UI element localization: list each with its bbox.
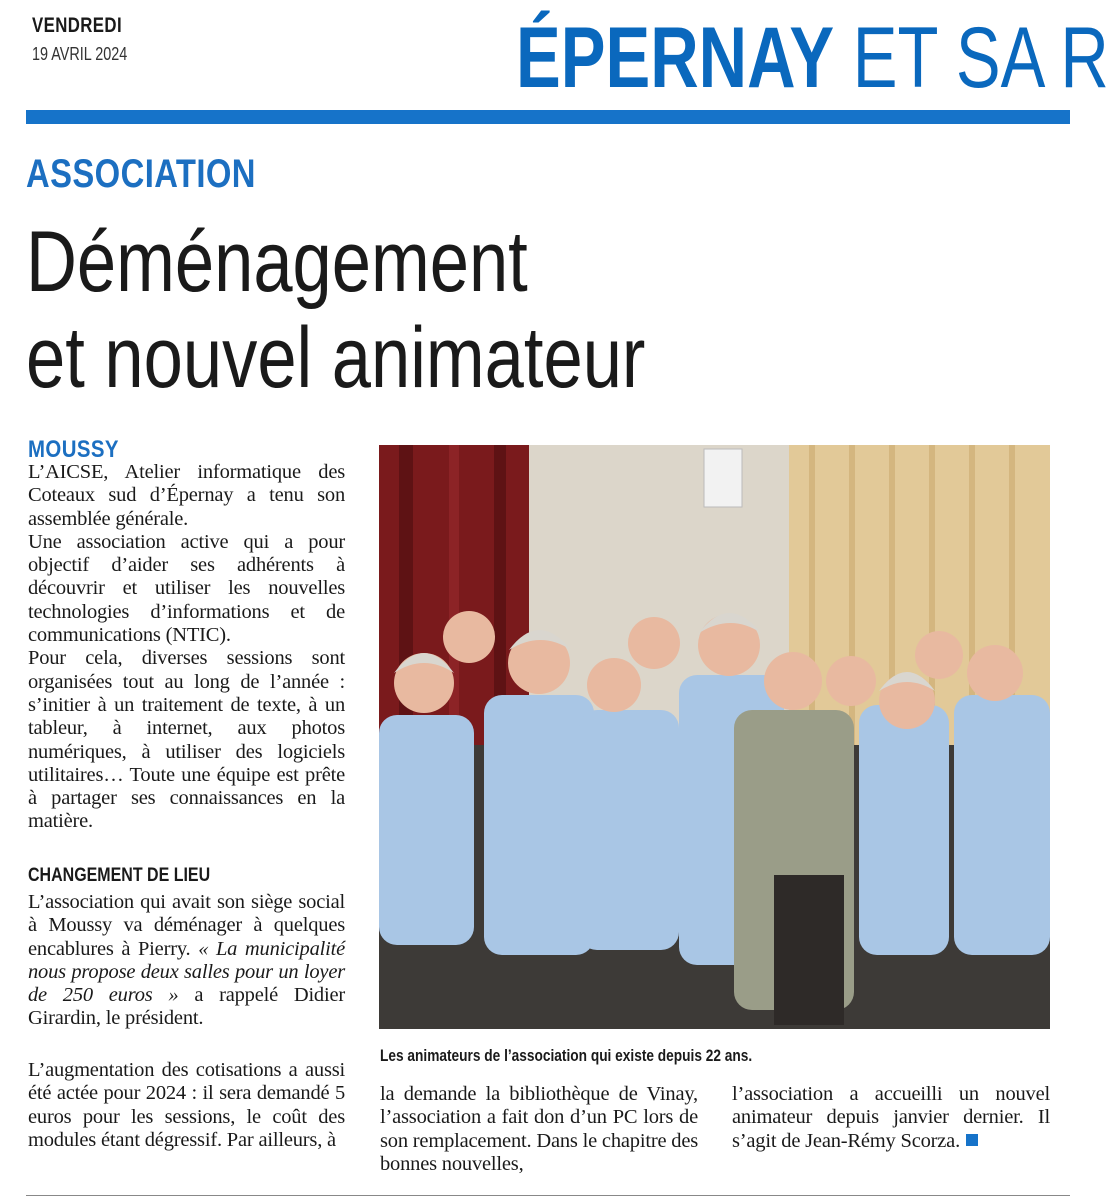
group-photo (379, 445, 1050, 1029)
column-3 (732, 1083, 1050, 1153)
header-rule (26, 110, 1070, 124)
paragraph-4 (28, 891, 345, 1031)
paragraph-4-start: L’association qui avait son siège social à Moussy va déménager à quelques encablures à Pierry. (28, 891, 345, 960)
headline-line-2: et nouvel animateur (26, 310, 646, 406)
end-of-article-mark (966, 1134, 978, 1146)
column-1-middle (28, 891, 345, 1031)
article-headline (26, 214, 846, 406)
paragraph-6-text: l’association a accueilli un nouvel animateur depuis janvier dernier. Il s’agit de Jean-Rémy Scorza. (732, 1083, 1050, 1152)
edition-date: 19 AVRIL 2024 (32, 44, 128, 64)
paragraph-4-end: a rappelé Didier Girardin, le président. (28, 984, 346, 1030)
dateline-place: MOUSSY (28, 436, 119, 463)
paragraph-4-quote: « La municipalité nous propose deux salles pour un loyer de 250 euros » (28, 937, 345, 1007)
column-1-bottom (28, 1059, 345, 1152)
section-title (516, 10, 1109, 106)
article-subhead: CHANGEMENT DE LIEU (28, 864, 211, 886)
paragraph-2: Une association active qui a pour objectif d’aider ses adhérents à découvrir et utiliser les nouvelles technologies d’informations et de communications (NTIC). (28, 530, 345, 647)
photo-caption: Les animateurs de l’association qui existe depuis 22 ans. (380, 1047, 753, 1065)
paragraph-3: Pour cela, diverses sessions sont organisées tout au long de l’année : s’initier à un traitement de texte, à un tableur, à internet, aux photos numériques, à utiliser des logiciels utilitaires… Toute une équipe est prête à partager ses connaissances en la matière. (28, 647, 345, 833)
paragraph-5-continued: la demande la bibliothèque de Vinay, l’association a fait don d’un PC lors de son remplacement. Dans le chapitre des bonnes nouvelles, (380, 1083, 698, 1175)
headline-line-1: Déménagement (26, 214, 528, 310)
section-title-bold: ÉPERNAY (516, 10, 835, 106)
article-kicker: ASSOCIATION (26, 152, 256, 196)
paragraph-5: L’augmentation des cotisations a aussi été actée pour 2024 : il sera demandé 5 euros pour les sessions, le coût des modules étant dégressif. Par ailleurs, à (28, 1059, 345, 1151)
paragraph-6 (732, 1083, 1050, 1153)
bottom-rule (26, 1195, 1070, 1196)
column-1-top (28, 461, 345, 834)
column-2 (380, 1083, 698, 1176)
paragraph-1: L’AICSE, Atelier informatique des Coteaux sud d’Épernay a tenu son assemblée générale. (28, 461, 345, 530)
section-title-light: ET SA R (852, 10, 1109, 106)
edition-day: VENDREDI (32, 14, 123, 37)
